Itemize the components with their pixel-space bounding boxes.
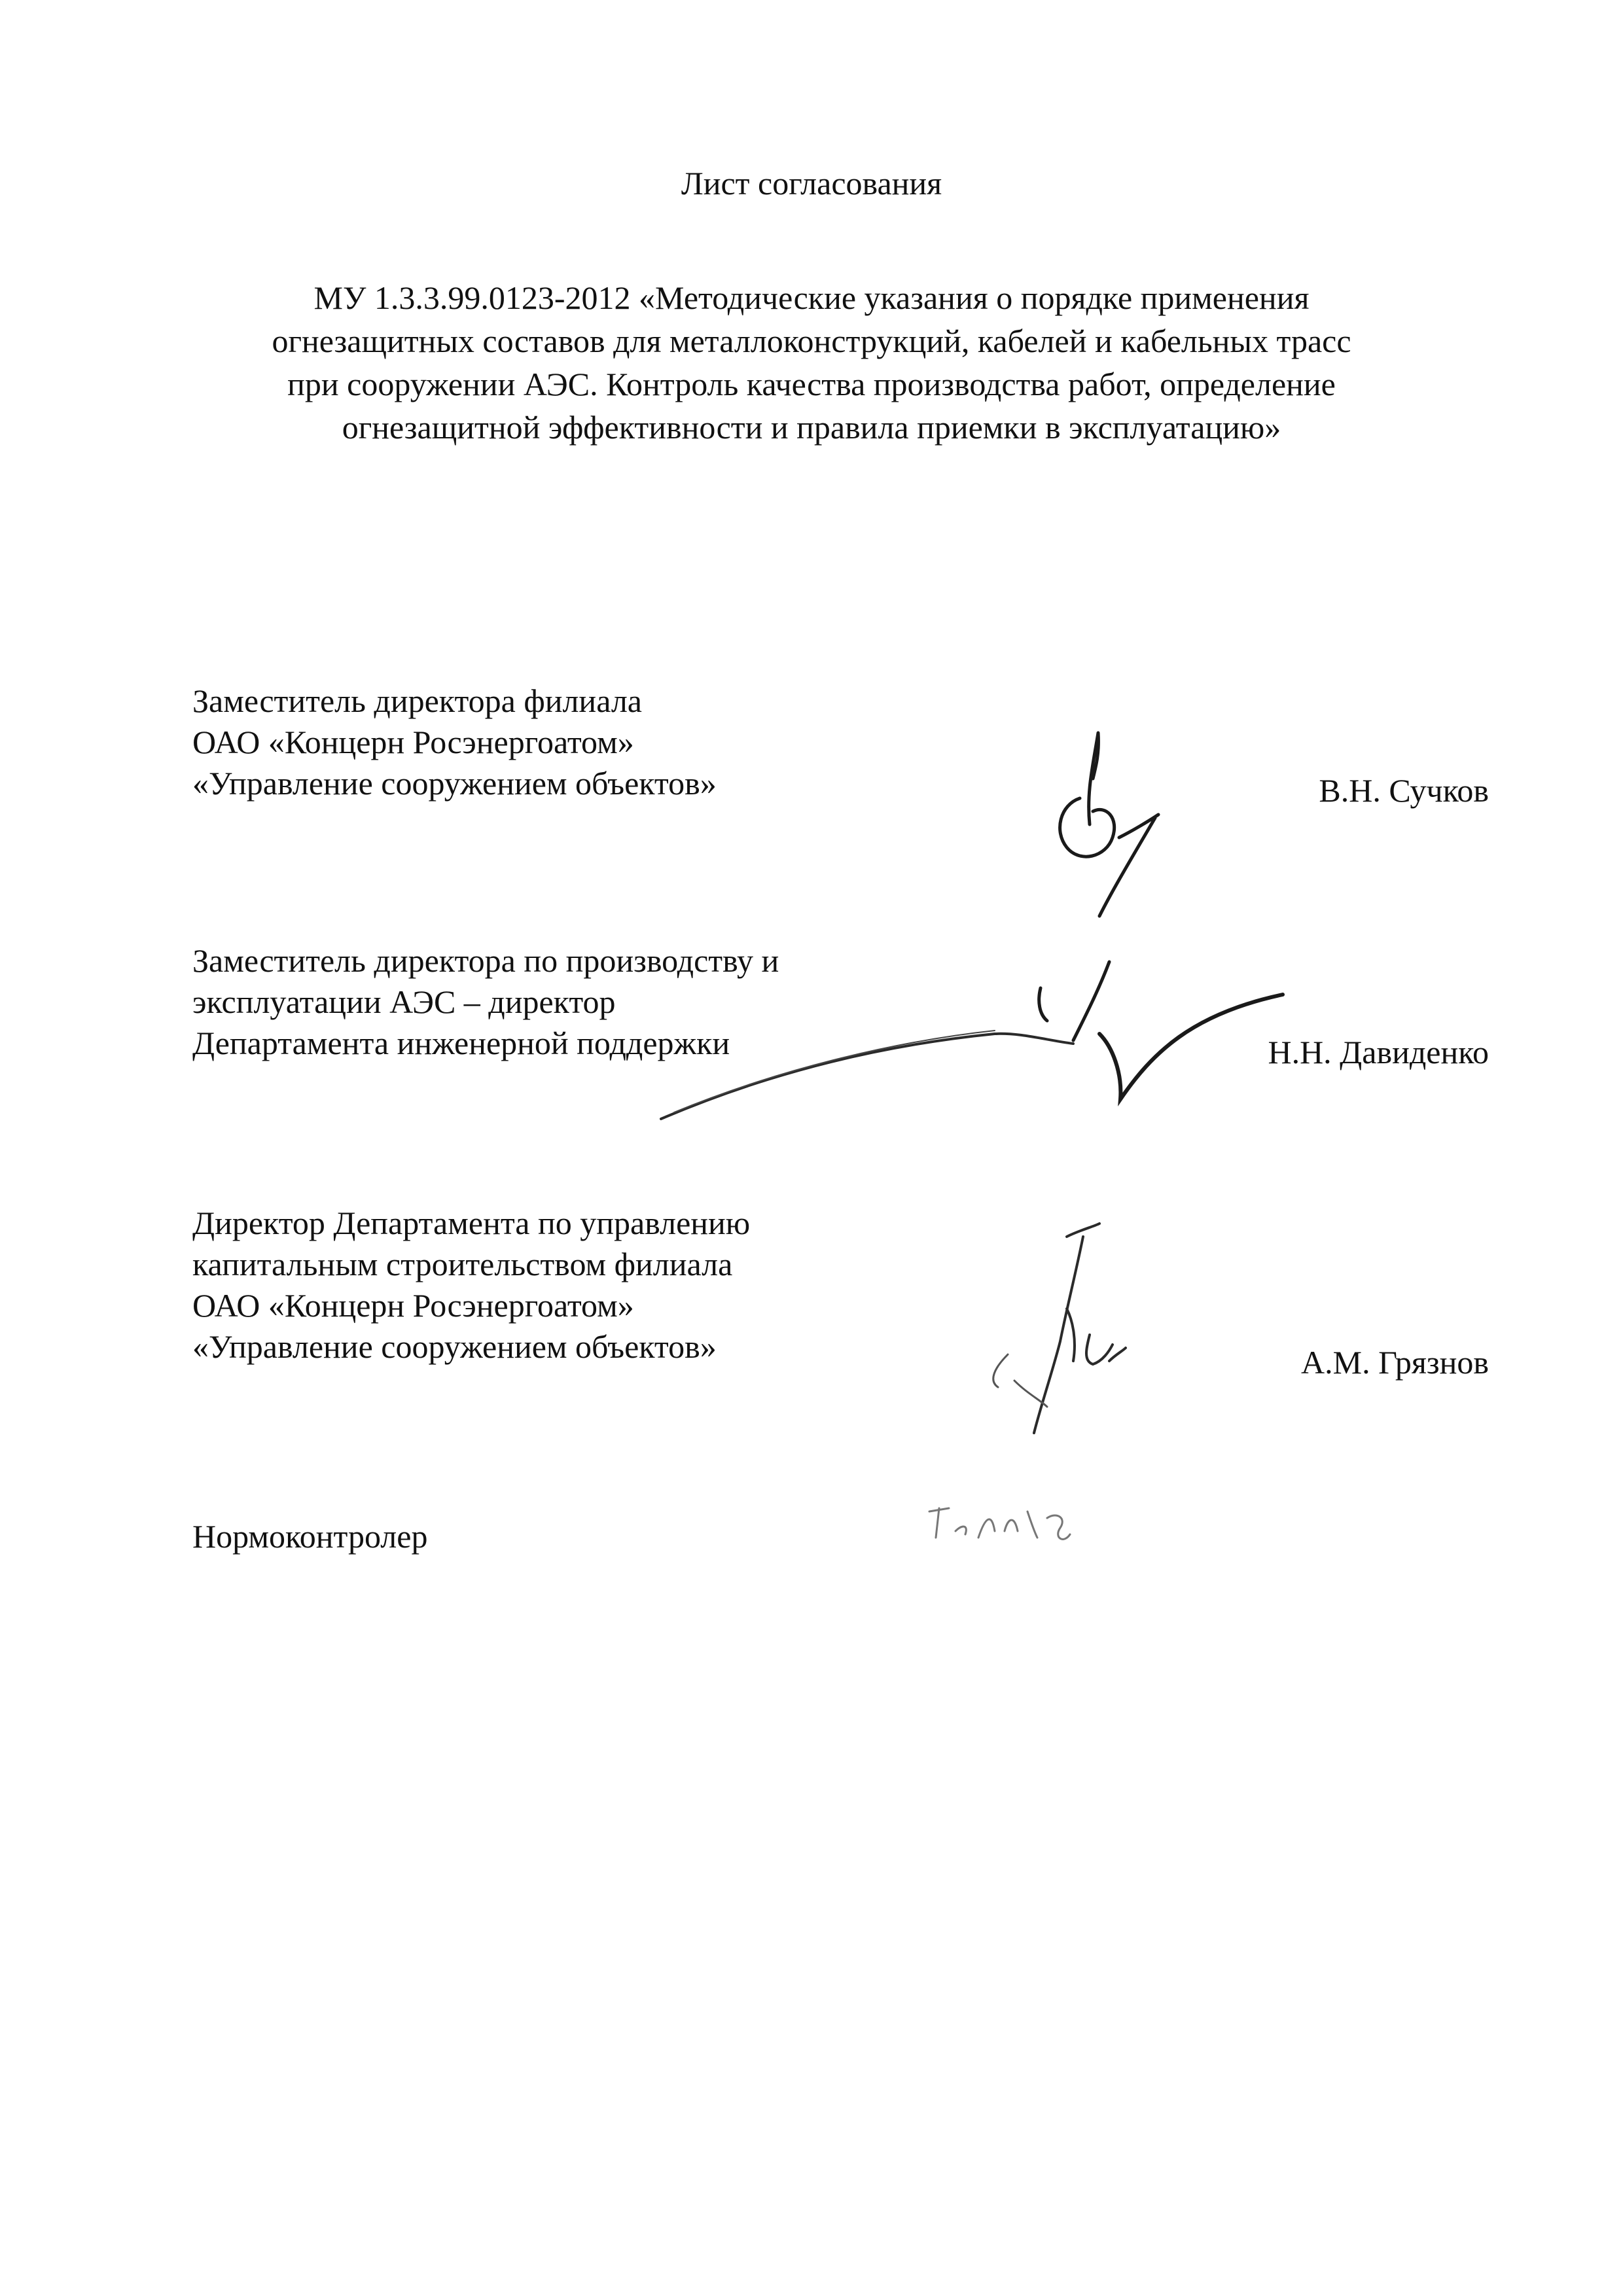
handwritten-signature-icon — [1021, 707, 1191, 923]
approver-name: В.Н. Сучков — [1319, 772, 1489, 809]
document-heading-line: при сооружении АЭС. Контроль качества производства работ, определение — [287, 366, 1336, 402]
page-title: Лист согласования — [681, 165, 942, 202]
approver-name: Н.Н. Давиденко — [1268, 1034, 1489, 1070]
position-line: эксплуатации АЭС – директор — [192, 983, 616, 1020]
document-heading — [170, 276, 1453, 449]
approver-name: А.М. Грязнов — [1301, 1344, 1489, 1381]
position-line: Заместитель директора по производству и — [192, 942, 779, 979]
document-heading-line: огнезащитных составов для металлоконструкций, кабелей и кабельных трасс — [272, 323, 1351, 359]
norm-control-label: Нормоконтролер — [192, 1518, 428, 1555]
position-line: Заместитель директора филиала — [192, 682, 642, 719]
position-line: ОАО «Концерн Росэнергоатом» — [192, 1287, 634, 1324]
position-line: «Управление сооружением объектов» — [192, 765, 717, 802]
position-line: «Управление сооружением объектов» — [192, 1328, 717, 1365]
position-line: Департамента инженерной поддержки — [192, 1025, 730, 1061]
handwritten-initials-icon — [916, 1485, 1126, 1564]
position-line: ОАО «Концерн Росэнергоатом» — [192, 724, 634, 760]
document-heading-line: огнезащитной эффективности и правила приемки в эксплуатацию» — [342, 409, 1281, 446]
position-line: Директор Департамента по управлению — [192, 1205, 751, 1241]
document-heading-line: МУ 1.3.3.99.0123-2012 «Методические указания о порядке применения — [313, 279, 1310, 316]
handwritten-signature-icon — [969, 1210, 1165, 1459]
position-line: капитальным строительством филиала — [192, 1246, 733, 1282]
approval-block-1 — [192, 680, 1109, 804]
